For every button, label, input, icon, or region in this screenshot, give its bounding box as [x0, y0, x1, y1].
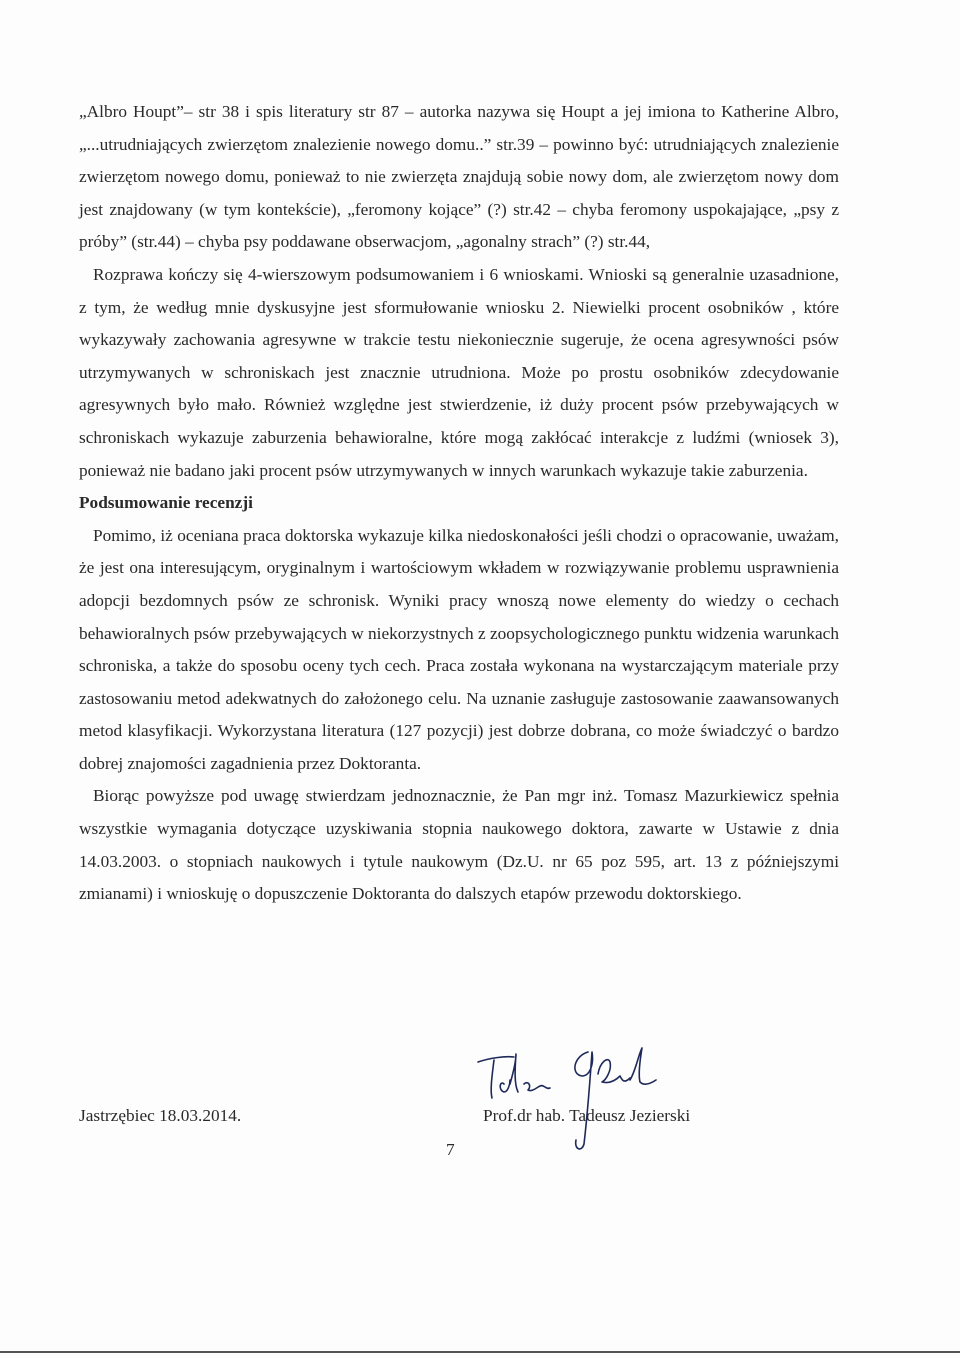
signatory-name: Prof.dr hab. Tadeusz Jezierski	[483, 1106, 691, 1125]
section-heading: Podsumowanie recenzji	[79, 493, 253, 513]
place-and-date: Jastrzębiec 18.03.2014.	[79, 1106, 242, 1125]
paragraph-conclusions: Rozprawa kończy się 4-wierszowym podsumowaniem i 6 wnioskami. Wnioski są generalnie uzasadnione, z tym, że według mnie dyskusyjne jest sformułowanie wniosku 2. Niewielki procent osobników , które wykazywały zachowania agresywne w trakcie testu niekoniecznie sugeruje, że ocena agresywności psów utrzymywanych w schroniskach jest znacznie utrudniona. Może po prostu osobników zdecydowanie agresywnych było mało. Również względne jest stwierdzenie, iż duży procent psów przebywających w schroniskach wykazuje zaburzenia behawioralne, które mogą zakłócać interakcje z ludźmi (wniosek 3), ponieważ nie badano jaki procent psów utrzymywanych w innych warunkach wykazuje takie zaburzenia.	[79, 264, 839, 480]
paragraph-summary: Pomimo, iż oceniana praca doktorska wykazuje kilka niedoskonałości jeśli chodzi o opracowanie, uważam, że jest ona interesującym, oryginalnym i wartościowym wkładem w rozwiązywanie problemu usprawnienia adopcji bezdomnych psów ze schronisk. Wyniki pracy wnoszą nowe elementy do wiedzy o cechach behawioralnych psów przebywających w niekorzystnych z zoopsychologicznego punktu widzenia warunkach schroniska, a także do sposobu oceny tych cech. Praca została wykonana na wystarczającym materiale przy zastosowaniu metod adekwatnych do założonego celu. Na uznanie zasługuje zastosowanie zaawansowanych metod klasyfikacji. Wykorzystana literatura (127 pozycji) jest dobrze dobrana, co może świadczyć o bardzo dobrej znajomości zagadnienia przez Doktoranta.	[79, 525, 839, 773]
paragraph-errata: „Albro Houpt”– str 38 i spis literatury str 87 – autorka nazywa się Houpt a jej imiona to Katherine Albro, „...utrudniających zwierzętom znalezienie nowego domu..” str.39 – powinno być: utrudniających znalezienie zwierzętom nowego domu, ponieważ to nie zwierzęta znajdują sobie nowy dom, ale zwierzętom nowy dom jest znajdowany (w tym kontekście), „feromony kojące” (?) str.42 – chyba feromony uspokajające, „psy z próby” (str.44) – chyba psy poddawane obserwacjom, „agonalny strach” (?) str.44,	[79, 102, 839, 252]
handwritten-signature	[470, 1040, 710, 1160]
page-number: 7	[446, 1140, 455, 1159]
paragraph-recommendation: Biorąc powyższe pod uwagę stwierdzam jednoznacznie, że Pan mgr inż. Tomasz Mazurkiewicz spełnia wszystkie wymagania dotyczące uzyskiwania stopnia naukowego doktora, zawarte w Ustawie z dnia 14.03.2003. o stopniach naukowych i tytule naukowym (Dz.U. nr 65 poz 595, art. 13 z późniejszymi zmianami) i wnioskuję o dopuszczenie Doktoranta do dalszych etapów przewodu doktorskiego.	[79, 786, 839, 904]
body-text	[79, 96, 839, 911]
bottom-rule	[0, 1351, 960, 1353]
